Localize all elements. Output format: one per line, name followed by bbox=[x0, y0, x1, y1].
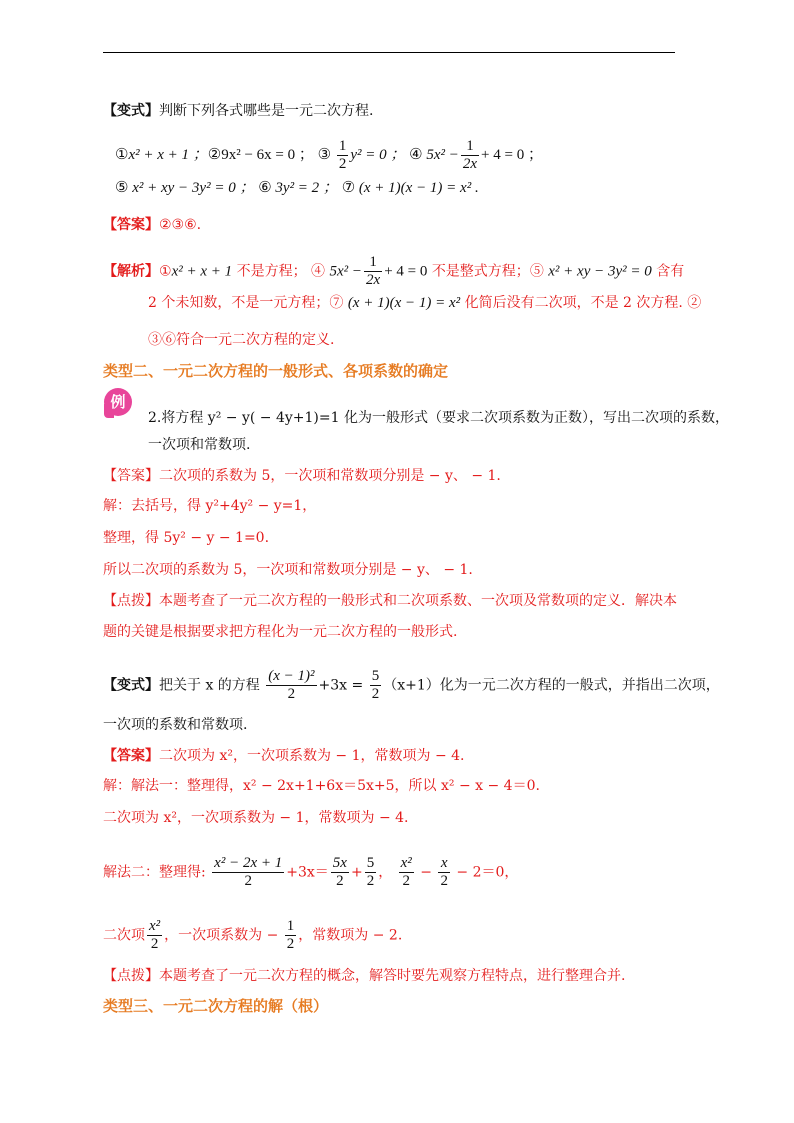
example-question-line1: 2.将方程 y² − y( − 4y+1)=1 化为一般形式（要求二次项系数为正数），写出二次项的系数， bbox=[148, 410, 729, 426]
variant2-answer: 【答案】二次项为 x²，一次项系数为 − 1，常数项为 − 4. bbox=[103, 748, 465, 764]
variant1-analysis-line2: 2 个未知数，不是一元方程；⑦ (x + 1)(x − 1) = x² 化简后没有二次项，不是 2 次方程. ② bbox=[148, 295, 702, 311]
fraction-5x-over-2: $\frac{5x}{2}$ bbox=[332, 855, 347, 889]
variant2-hint: 【点拨】本题考查了一元二次方程的概念，解答时要先观察方程特点，进行整理合并. bbox=[103, 968, 626, 984]
variant2-method1: 解：解法一：整理得，x² − 2x+1+6x＝5x+5，所以 x² − x − 4＝0. bbox=[103, 778, 540, 794]
fraction-one-half: $\frac{1}{2}$ bbox=[286, 918, 295, 952]
fraction-x-squared-over-2: $\frac{\text{x²}}{2}$ bbox=[400, 855, 412, 889]
variant1-answer: 【答案】②③⑥. bbox=[103, 217, 202, 233]
section-heading-type3: 类型三、一元二次方程的解（根） bbox=[103, 997, 329, 1015]
variant2-method2-result: 二次项 $\frac{\text{x²}}{2}$ ，一次项系数为 − $\frac{1}{2}$ ，常数项为 − 2. bbox=[103, 918, 403, 952]
fraction-x-squared-over-2: $\frac{\text{x²}}{2}$ bbox=[149, 918, 161, 952]
variant1-analysis-line1: 【解析】①x² + x + 1 不是方程； ④ 5x² − $\frac{1}{2x}$ + 4 = 0 不是整式方程；⑤ x² + xy − 3y² = 0 含有 bbox=[103, 254, 685, 288]
variant1-analysis-line3: ③⑥符合一元二次方程的定义. bbox=[148, 332, 335, 348]
example-badge-icon: 例 bbox=[104, 388, 132, 416]
header-rule bbox=[103, 52, 675, 53]
fraction-five-halves: $\frac{5}{2}$ bbox=[366, 855, 375, 889]
variant2-method2: 解法二：整理得: $\frac{\text{x² − 2x + 1}}{2}$ +3x＝ $\frac{5x}{2}$ + $\frac{5}{2}$ ， $\frac{\text{x²}}{2}$ − $\frac{x}{2}$ − 2＝0， bbox=[103, 855, 519, 889]
variant2-method1-result: 二次项为 x²，一次项系数为 − 1，常数项为 − 4. bbox=[103, 810, 409, 826]
example-answer: 【答案】二次项的系数为 5，一次项和常数项分别是 − y、 − 1. bbox=[103, 468, 501, 484]
fraction-x-over-2: $\frac{x}{2}$ bbox=[440, 855, 448, 889]
fraction-five-halves: $\frac{5}{2}$ bbox=[371, 668, 380, 702]
example-question-line2: 一次项和常数项. bbox=[148, 437, 251, 453]
example-hint-line1: 【点拨】本题考查了一元二次方程的一般形式和二次项系数、一次项及常数项的定义．解决本 bbox=[103, 593, 677, 609]
example-hint-line2: 题的关键是根据要求把方程化为一元二次方程的一般形式. bbox=[103, 624, 458, 640]
example-solution-3: 所以二次项的系数为 5，一次项和常数项分别是 − y、 − 1. bbox=[103, 562, 473, 578]
fraction-expanded-over-2: $\frac{\text{x² − 2x + 1}}{2}$ bbox=[214, 855, 283, 889]
variant1-row1: ①x² + x + 1 ；②9x² − 6x = 0 ； ③ $\frac{1}{2}$ y² = 0 ； ④ 5x² − $\frac{1}{2x}$ + 4 = 0 ； bbox=[115, 138, 543, 172]
variant1-row2: ⑤ x² + xy − 3y² = 0 ； ⑥ 3y² = 2 ； ⑦ (x + 1)(x − 1) = x² . bbox=[115, 180, 479, 196]
fraction-one-over-2x: $\frac{1}{2x}$ bbox=[366, 254, 381, 288]
fraction-one-over-2x: $\frac{1}{2x}$ bbox=[462, 138, 478, 172]
variant2-question-line2: 一次项的系数和常数项. bbox=[103, 717, 248, 733]
fraction-half: $\frac{1}{2}$ bbox=[338, 138, 347, 172]
section-heading-type2: 类型二、一元二次方程的一般形式、各项系数的确定 bbox=[103, 362, 449, 380]
example-solution-2: 整理，得 5y² − y − 1=0. bbox=[103, 530, 270, 546]
variant1-question: 【变式】判断下列各式哪些是一元二次方程. bbox=[103, 103, 374, 119]
fraction-x-minus-1-squared-over-2: $\frac{\text{(x − 1)²}}{2}$ bbox=[268, 668, 315, 702]
example-solution-1: 解：去括号，得 y²+4y² − y=1， bbox=[103, 498, 317, 514]
variant2-question-line1: 【变式】把关于 x 的方程 $\frac{\text{(x − 1)²}}{2}$ +3x = $\frac{5}{2}$ （x+1）化为一元二次方程的一般式，并指出二次项， bbox=[103, 668, 720, 702]
